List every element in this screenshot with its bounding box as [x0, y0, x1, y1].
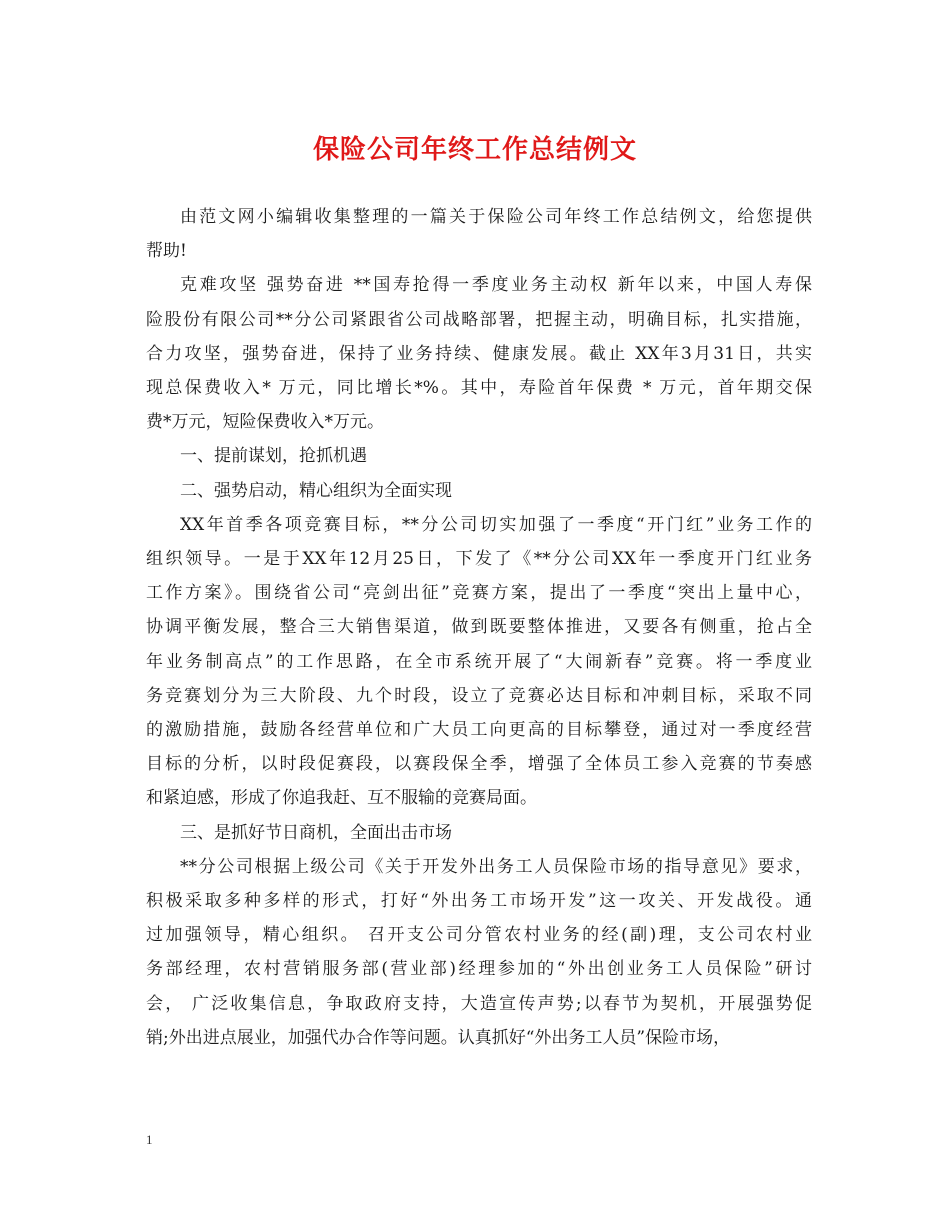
paragraph-line: 工作方案》。围绕省公司“亮剑出征”竞赛方案，提出了一季度“突出上量中心，: [146, 583, 812, 604]
paragraph-line: 由范文网小编辑收集整理的一篇关于保险公司年终工作总结例文，给您提供: [180, 207, 812, 227]
paragraph-line: 险股份有限公司**分公司紧跟省公司战略部署，把握主动，明确目标，扎实措施，: [146, 309, 812, 330]
paragraph-line: 组织领导。一是于XX年12月25日，下发了《**分公司XX年一季度开门红业务: [146, 549, 812, 570]
paragraph: [146, 200, 812, 268]
paragraph-line: 销;外出进点展业，加强代办合作等问题。认真抓好“外出务工人员”保险市场，: [146, 1027, 731, 1048]
paragraph-line: 二、强势启动，精心组织为全面实现: [180, 480, 452, 501]
paragraph-line: 合力攻坚，强势奋进，保持了业务持续、健康发展。截止 XX年3月31日，共实: [146, 343, 812, 364]
paragraph-line: 过加强领导，精心组织。 召开支公司分管农村业务的经(副)理，支公司农村业: [146, 925, 812, 946]
document-body: [146, 200, 812, 1055]
paragraph: [146, 268, 812, 439]
paragraph: [146, 508, 812, 816]
paragraph-line: 费*万元，短险保费收入*万元。: [146, 412, 384, 433]
paragraph-line: 协调平衡发展，整合三大销售渠道，做到既要整体推进，又要各有侧重，抢占全: [146, 617, 812, 638]
paragraph-line: 年业务制高点”的工作思路，在全市系统开展了“大闹新春”竞赛。将一季度业: [146, 651, 812, 672]
paragraph-line: 务部经理，农村营销服务部(营业部)经理参加的“外出创业务工人员保险”研讨: [146, 959, 812, 980]
paragraph-line: 一、提前谋划，抢抓机遇: [180, 446, 367, 467]
paragraph: [146, 474, 812, 508]
paragraph: [146, 850, 812, 1055]
paragraph-line: 会， 广泛收集信息，争取政府支持，大造宣传声势;以春节为契机，开展强势促: [146, 993, 812, 1014]
paragraph-line: **分公司根据上级公司《关于开发外出务工人员保险市场的指导意见》要求，: [180, 856, 812, 877]
paragraph: [146, 816, 812, 850]
paragraph-line: 务竞赛划分为三大阶段、九个时段，设立了竞赛必达目标和冲刺目标，采取不同: [146, 685, 812, 706]
paragraph-line: 目标的分析，以时段促赛段，以赛段保全季，增强了全体员工参入竞赛的节奏感: [146, 754, 812, 775]
paragraph-line: 和紧迫感，形成了你追我赶、互不服输的竞赛局面。: [146, 788, 537, 809]
paragraph-line: 克难攻坚 强势奋进 **国寿抢得一季度业务主动权 新年以来，中国人寿保: [180, 275, 812, 296]
paragraph-line: 帮助!: [146, 241, 187, 262]
page-number: 1: [146, 1132, 153, 1147]
paragraph-line: 现总保费收入* 万元，同比增长*%。其中，寿险首年保费 * 万元，首年期交保: [146, 378, 812, 399]
paragraph-line: 的激励措施，鼓励各经营单位和广大员工向更高的目标攀登，通过对一季度经营: [146, 720, 812, 741]
paragraph-line: XX年首季各项竞赛目标，**分公司切实加强了一季度“开门红”业务工作的: [180, 514, 812, 535]
document-title: 保险公司年终工作总结例文: [312, 135, 637, 165]
paragraph-line: 三、是抓好节日商机，全面出击市场: [180, 822, 452, 843]
paragraph-line: 积极采取多种多样的形式，打好“外出务工市场开发”这一攻关、开发战役。通: [146, 891, 812, 912]
paragraph: [146, 439, 812, 473]
